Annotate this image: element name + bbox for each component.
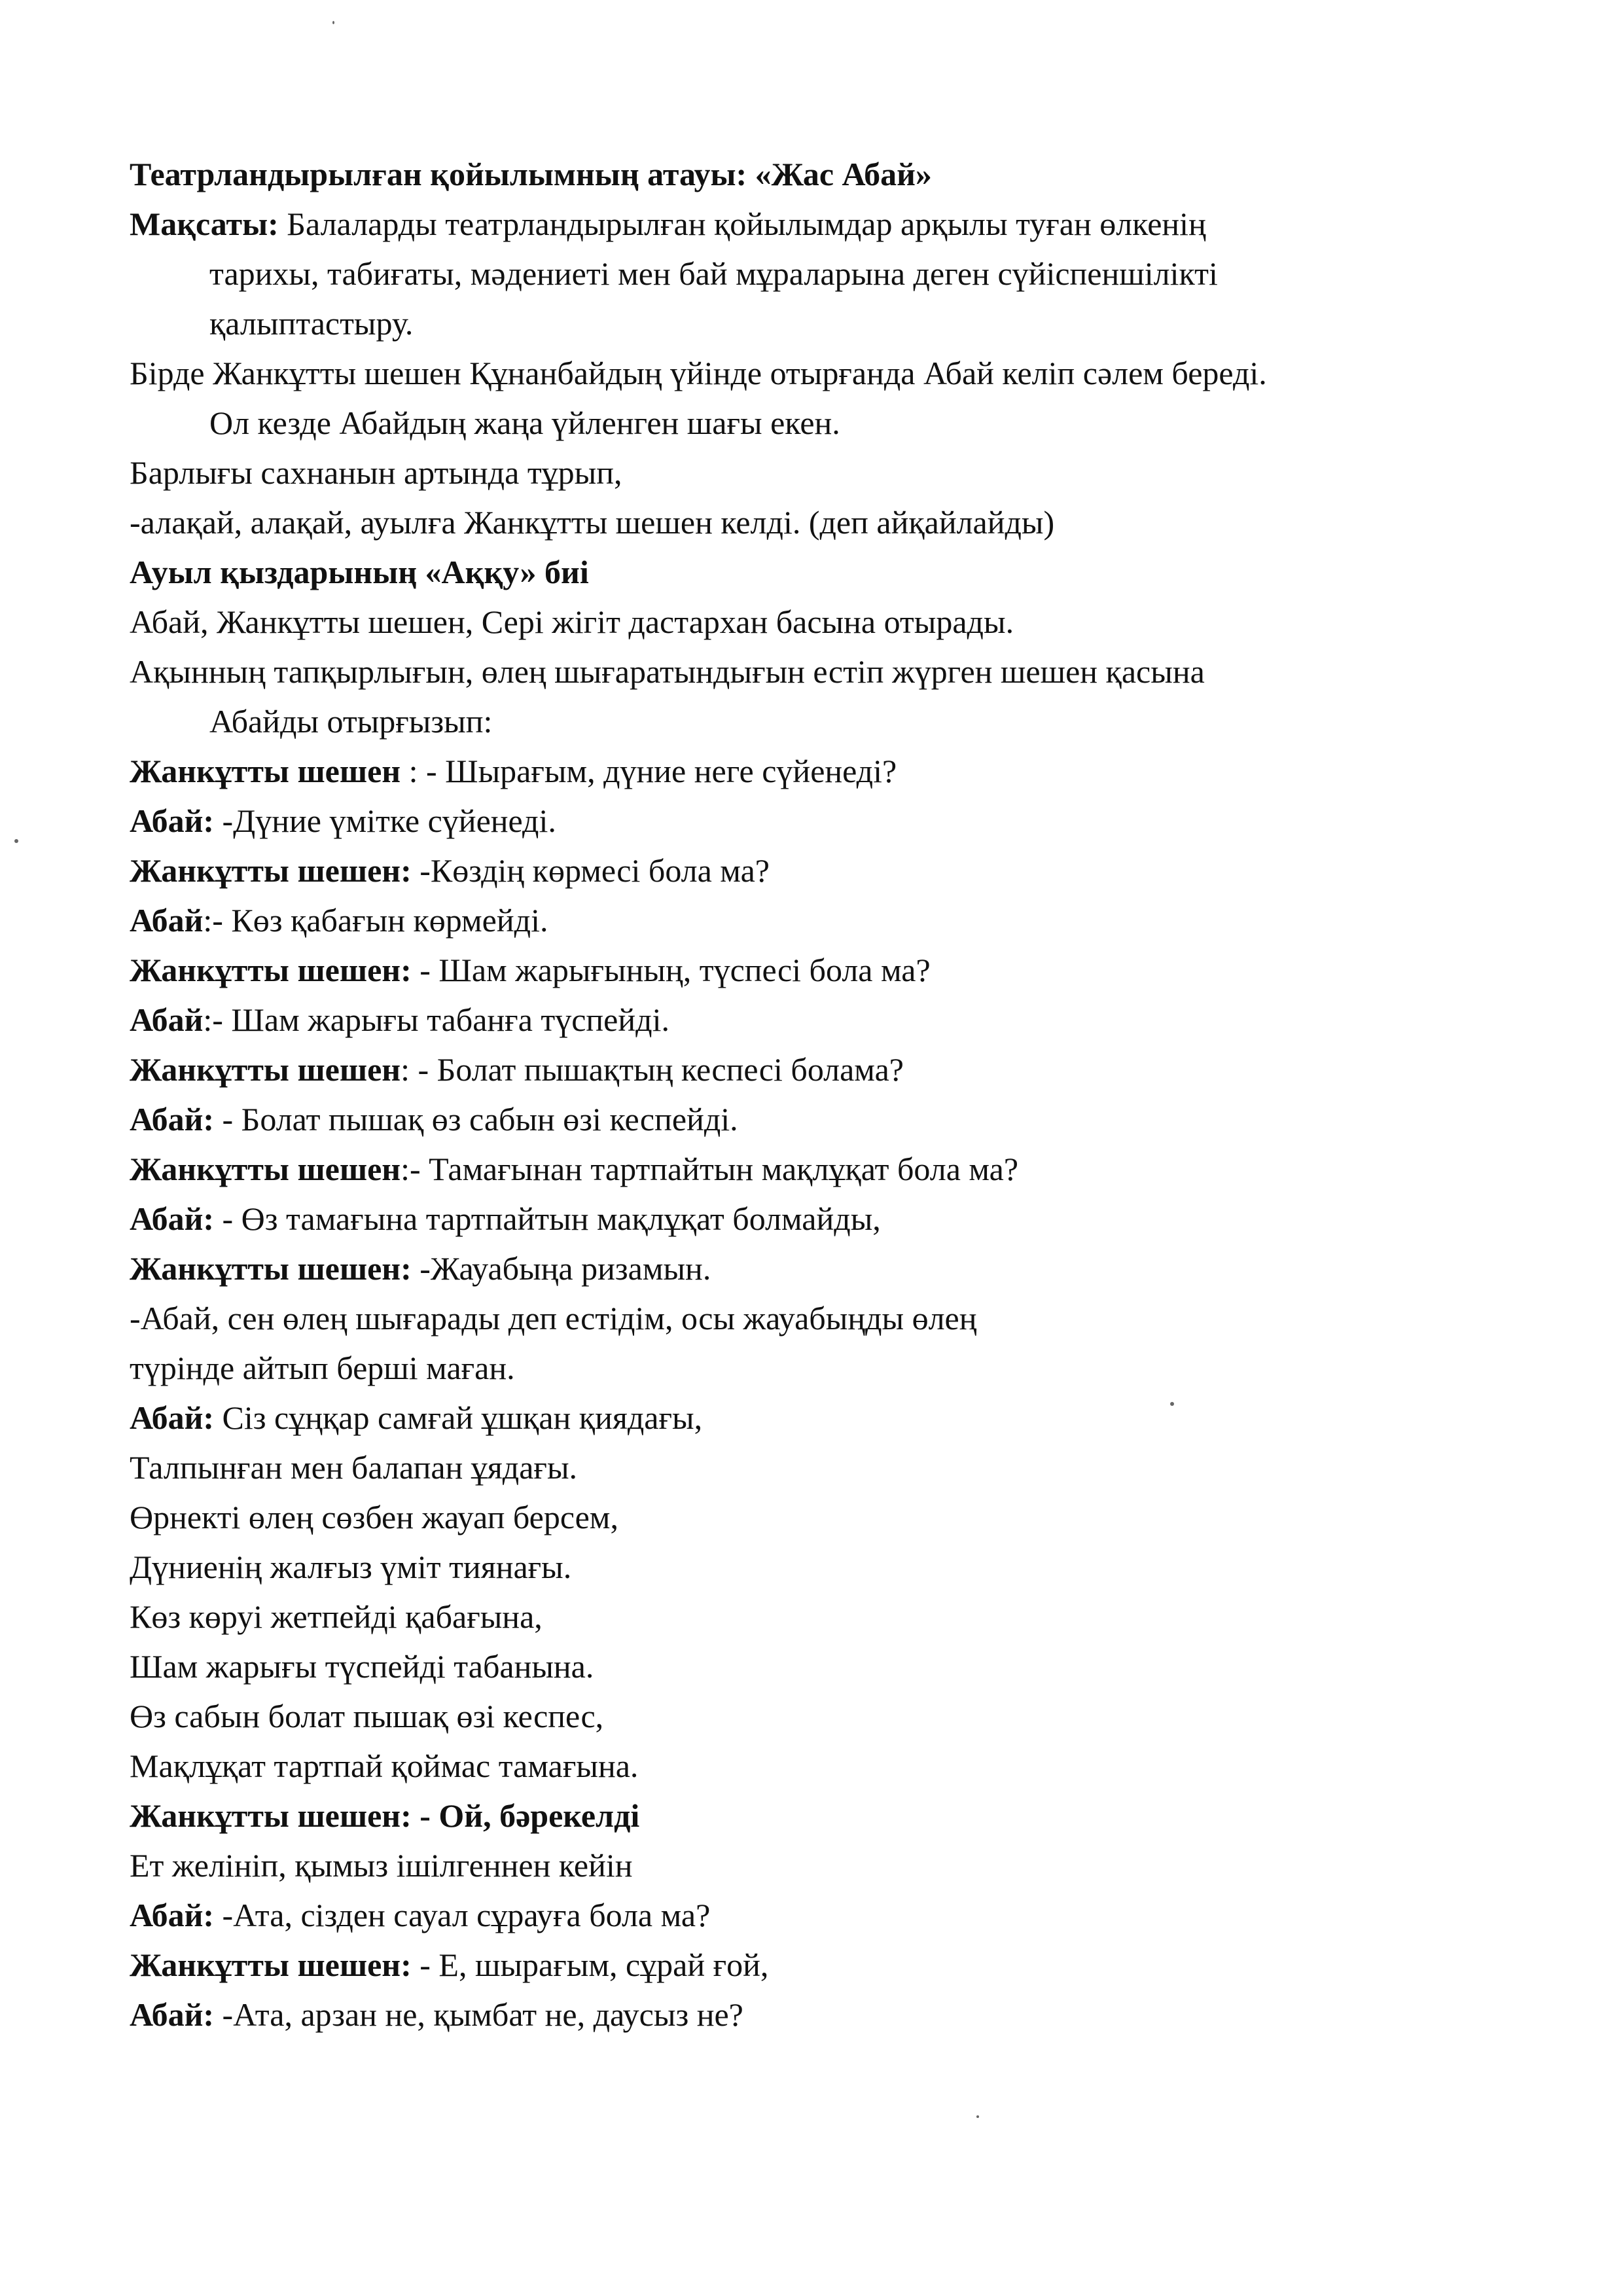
scan-speck (1170, 1402, 1174, 1406)
scan-speck (332, 21, 334, 24)
dialogue-text: : - Болат пышақтың кеспесі болама? (401, 1051, 904, 1088)
dialogue-text: :- Тамағынан тартпайтын мақлұқат бола ма? (401, 1151, 1019, 1187)
dialogue-line (130, 1194, 1517, 1244)
dialogue-text: :- Шам жарығы табанға түспейді. (203, 1001, 669, 1038)
dialogue-text: - Е, шырағым, сұрай ғой, (411, 1946, 769, 1983)
poem-line: Өз сабын болат пышақ өзі кеспес, (130, 1698, 604, 1734)
dialogue-text: : - Шырағым, дүние неге сүйенеді? (401, 753, 897, 789)
poem-line: Талпынған мен балапан ұядағы. (130, 1449, 578, 1486)
goal-label: Мақсаты: (130, 206, 279, 242)
stage-direction: -алақай, алақай, ауылға Жанкұтты шешен келді. (деп айқайлайды) (130, 504, 1055, 541)
dialogue-text: - Шам жарығының, түспесі бола ма? (411, 952, 931, 988)
stage-direction: Барлығы сахнанын артында тұрып, (130, 454, 622, 491)
dialogue-line (130, 1244, 1517, 1293)
speaker-name: Абай (130, 902, 204, 939)
dialogue-line (130, 846, 1517, 895)
dialogue-line (130, 995, 1517, 1045)
dialogue-text: -Ата, сізден сауал сұрауға бола ма? (214, 1897, 711, 1933)
dialogue-text: -Дүние үмітке сүйенеді. (214, 802, 556, 839)
scan-speck (14, 839, 18, 843)
goal-line-3: қалыптастыру. (209, 305, 414, 342)
speaker-name: Жанкұтты шешен (130, 753, 401, 789)
intro-line-1: Бірде Жанкұтты шешен Құнанбайдың үйінде отырғанда Абай келіп сәлем береді. (130, 355, 1267, 391)
stage-direction: Абайды отырғызып: (209, 703, 493, 740)
speaker-name: Жанкұтты шешен: (130, 1946, 412, 1983)
speaker-name: Жанкұтты шешен: (130, 952, 412, 988)
goal-line-2: тарихы, табиғаты, мәдениеті мен бай мұраларына деген сүйіспеншілікті (209, 255, 1218, 292)
dialogue-text: -Жауабыңа ризамын. (411, 1250, 711, 1287)
goal-line-1 (130, 199, 1517, 249)
stage-direction: Абай, Жанкұтты шешен, Сері жігіт дастархан басына отырады. (130, 603, 1014, 640)
dialogue-text: -Ата, арзан не, қымбат не, даусыз не? (214, 1996, 743, 2033)
dialogue-line (130, 746, 1517, 796)
dialogue-line (130, 1940, 1517, 1990)
dialogue-text: - Болат пышақ өз сабын өзі кеспейді. (214, 1101, 738, 1138)
poem-line: Өрнекті өлең сөзбен жауап берсем, (130, 1499, 618, 1535)
dialogue-line (130, 1990, 1517, 2039)
speaker-name: Абай: (130, 1399, 215, 1436)
document-title: Театрландырылған қойылымның атауы: «Жас Абай» (130, 156, 932, 192)
dance-title: Ауыл қыздарының «Аққу» биі (130, 554, 589, 590)
speaker-name: Абай (130, 1001, 204, 1038)
stage-direction: Ақынның тапқырлығын, өлең шығаратындығын естіп жүрген шешен қасына (130, 653, 1205, 690)
dialogue-line (130, 1791, 1517, 1840)
speaker-name: Абай: (130, 1996, 215, 2033)
poem-line (130, 1393, 1517, 1443)
stage-direction: Ет желініп, қымыз ішілгеннен кейін (130, 1847, 633, 1884)
dialogue-line (130, 1144, 1517, 1194)
scan-speck (976, 2115, 979, 2118)
poem-line: Көз көруі жетпейді қабағына, (130, 1598, 543, 1635)
speaker-name: Абай: (130, 1897, 215, 1933)
dialogue-text: - Ой, бәрекелді (411, 1797, 640, 1834)
speaker-name: Жанкұтты шешен (130, 1151, 401, 1187)
dialogue-text: -Көздің көрмесі бола ма? (411, 852, 770, 889)
dialogue-line (130, 1094, 1517, 1144)
dialogue-line (130, 945, 1517, 995)
speaker-name: Жанкұтты шешен: (130, 852, 412, 889)
dialogue-text: :- Көз қабағын көрмейді. (203, 902, 548, 939)
request-line-1: -Абай, сен өлең шығарады деп естідім, осы жауабыңды өлең (130, 1300, 977, 1336)
speaker-name: Абай: (130, 1200, 215, 1237)
poem-text: Сіз сұңқар самғай ұшқан қиядағы, (214, 1399, 703, 1436)
dialogue-line (130, 1890, 1517, 1940)
speaker-name: Абай: (130, 802, 215, 839)
poem-line: Шам жарығы түспейді табанына. (130, 1648, 594, 1685)
speaker-name: Абай: (130, 1101, 215, 1138)
request-line-2: түрінде айтып берші маған. (130, 1350, 515, 1386)
poem-line: Мақлұқат тартпай қоймас тамағына. (130, 1748, 639, 1784)
document-body (130, 149, 1517, 2039)
dialogue-line (130, 796, 1517, 846)
speaker-name: Жанкұтты шешен: (130, 1797, 412, 1834)
goal-text-1: Балаларды театрландырылған қойылымдар арқылы туған өлкенің (278, 206, 1206, 242)
intro-line-2: Ол кезде Абайдың жаңа үйленген шағы екен. (209, 404, 840, 441)
speaker-name: Жанкұтты шешен (130, 1051, 401, 1088)
speaker-name: Жанкұтты шешен: (130, 1250, 412, 1287)
dialogue-line (130, 895, 1517, 945)
poem-line: Дүниенің жалғыз үміт тиянағы. (130, 1549, 572, 1585)
dialogue-text: - Өз тамағына тартпайтын мақлұқат болмайды, (214, 1200, 881, 1237)
dialogue-line (130, 1045, 1517, 1094)
